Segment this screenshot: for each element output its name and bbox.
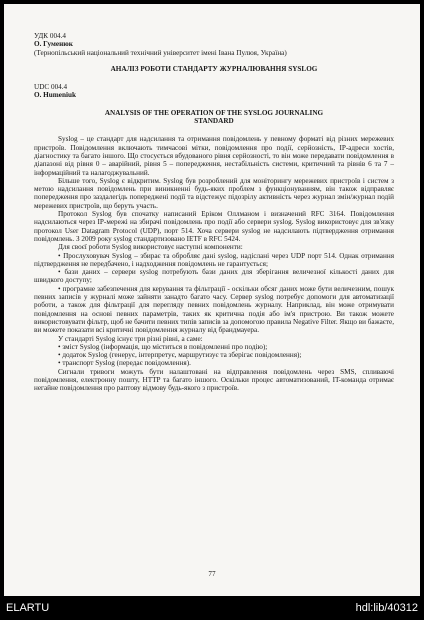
title-ua: АНАЛІЗ РОБОТИ СТАНДАРТУ ЖУРНАЛЮВАННЯ SYSLOG [110, 64, 318, 73]
udc-code: UDC 004.4 [34, 83, 68, 92]
footer-repository-name: ELARTU [6, 602, 50, 614]
footer-handle: hdl:lib/40312 [355, 602, 418, 614]
paragraph-6: Сигнали тривоги можуть бути налаштовані на відправлення повідомлень через SMS, спливаючі повідомлення, електронну пошту, HTTP та багато іншого. Оскільки процес автоматизований, IT-команда отримає негайне повідомлення про раптову відмову будь-якого з пристроїв. [34, 367, 394, 393]
title-en-line1: ANALYSIS OF THE OPERATION OF THE SYSLOG JOURNALING [104, 108, 324, 117]
level-content: • зміст Syslog (інформація, що міститься в повідомленні про подію); [58, 342, 268, 351]
paragraph-4: Для своєї роботи Syslog використовує наступні компоненти: [58, 243, 243, 252]
author-ua: О. Гуменюк [34, 40, 73, 49]
udk-code: УДК 004.4 [34, 32, 67, 40]
affiliation-ua: (Тернопільський національний технічний університет імені Івана Пулюя, Україна) [34, 48, 287, 57]
paragraph-2: Більше того, Syslog є відкритим. Syslog був розроблений для моніторингу мережевих пристроїв і систем з метою надсилання повідомлень при виникненні будь-яких проблем з функціонуванням, він також відправляє попередження про заздалегідь попереджені події та відстежує підозрілу активність через журнал змін/журнал подій мережевих пристроїв, що беруть участь. [34, 176, 394, 210]
bullet-databases: • бази даних – сервери syslog потребують бази даних для зберігання величезної кількості даних для швидкого доступу; [34, 268, 394, 285]
level-transport: • транспорт Syslog (передає повідомлення). [58, 359, 191, 368]
document-page [4, 4, 420, 596]
bullet-software: • програмне забезпечення для керування та фільтрації - оскільки обсяг даних може бути величезним, пошук певних записів у журналі може зайняти занадто багато часу. Сервер syslog потребує допомоги для автоматизації роботи, а також для фільтрації для перегляду певних повідомлень журналу. Наприклад, він може отримувати повідомлення на основі певних параметрів, таких як критична подія або ім'я пристрою. Ви також можете використовувати фільтр, щоб не бачити певних типів записів за допомогою правила Negative Filter. Якщо ви бажаєте, ви можете показати всі критичні повідомлення журналу від брандмауера. [34, 284, 394, 335]
author-en: O. Humeniuk [34, 91, 76, 100]
title-en [34, 109, 394, 126]
title-en-line2: STANDARD [194, 117, 234, 126]
paragraph-1: Syslog – це стандарт для надсилання та отримання повідомлень у певному форматі від різних мережевих пристроїв. Повідомлення включають тимчасові мітки, повідомлення про події, серйозність, IP-адреси хостів, діагностику та багато іншого. Що стосується вбудованого рівня серйозності, то він може передавати повідомлення в діапазоні від рівня 0 – аварійний, рівня 5 – попередження, нестабільність системи, критичний та рівнів 6 та 7 – інформаційний та налагоджувальний. [34, 135, 394, 177]
level-application: • додаток Syslog (генерує, інтерпретує, маршрутизує та зберігає повідомлення); [58, 351, 302, 360]
paragraph-5: У стандарті Syslog існує три різні рівні, а саме: [58, 334, 203, 343]
repository-footer [0, 596, 424, 620]
bullet-listener: • Прослуховувач Syslog – збирає та обробляє дані syslog, надіслані через UDP порт 514. Однак отримання підтвердження не передбачено, і надходження повідомлень не гарантується; [34, 251, 394, 268]
paragraph-3: Протокол Syslog був спочатку написаний Еріком Оллманом і визначений RFC 3164. Повідомлення надсилаються через IP-мережі на збирачі повідомлень про події або сервери syslog. Syslog використовує для зв'язку протокол User Datagram Protocol (UDP), порт 514. Хоча сервери syslog не надсилають підтвердження отримання повідомлень. З 2009 року syslog стандартизовано IETF в RFC 5424. [34, 210, 394, 243]
page-number: 77 [208, 570, 216, 578]
